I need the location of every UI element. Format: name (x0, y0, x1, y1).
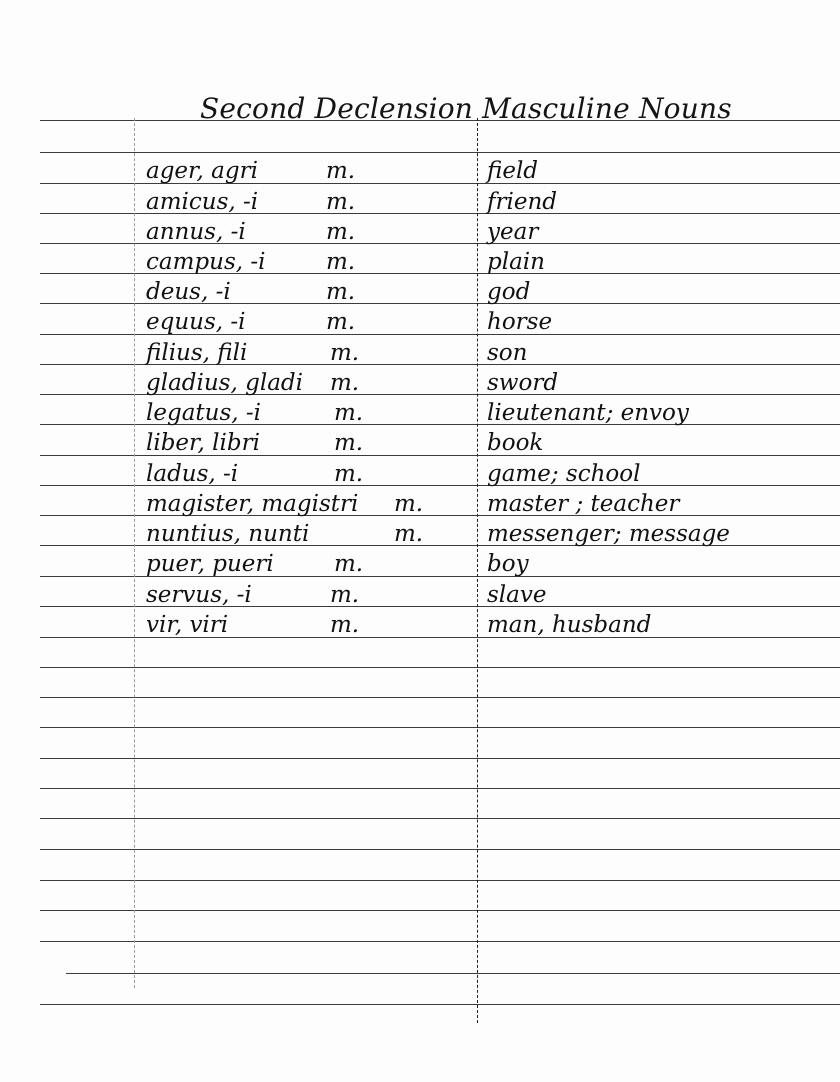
english-meaning: friend (487, 189, 558, 215)
gender-marker: m. (326, 249, 356, 275)
english-meaning: boy (487, 551, 529, 577)
latin-noun: nuntius, nunti (146, 521, 310, 547)
english-meaning: messenger; message (487, 521, 730, 547)
latin-noun: gladius, gladi (146, 370, 303, 396)
ruled-line (40, 758, 840, 759)
ruled-line (40, 941, 840, 942)
english-meaning: year (487, 219, 539, 245)
ruled-line (40, 152, 840, 153)
english-meaning: plain (487, 249, 545, 275)
latin-noun: campus, -i (146, 249, 266, 275)
gender-marker: m. (334, 430, 364, 456)
english-meaning: book (487, 430, 544, 456)
english-meaning: game; school (487, 461, 641, 487)
english-meaning: lieutenant; envoy (487, 400, 689, 426)
margin-line (134, 118, 135, 988)
latin-noun: deus, -i (146, 279, 231, 305)
page-title: Second Declension Masculine Nouns (200, 92, 732, 125)
english-meaning: horse (487, 309, 553, 335)
latin-noun: annus, -i (146, 219, 246, 245)
english-meaning: god (487, 279, 531, 305)
gender-marker: m. (326, 279, 356, 305)
ruled-line (40, 667, 840, 668)
latin-noun: amicus, -i (146, 189, 259, 215)
ruled-line (40, 727, 840, 728)
latin-noun: puer, pueri (146, 551, 274, 577)
latin-noun: equus, -i (146, 309, 246, 335)
latin-noun: liber, libri (146, 430, 260, 456)
english-meaning: sword (487, 370, 559, 396)
gender-marker: m. (334, 461, 364, 487)
ruled-line (40, 818, 840, 819)
gender-marker: m. (326, 158, 356, 184)
ruled-line (66, 973, 840, 974)
latin-noun: filius, fili (146, 340, 248, 366)
gender-marker: m. (394, 491, 424, 517)
english-meaning: man, husband (487, 612, 652, 638)
english-meaning: slave (487, 582, 547, 608)
latin-noun: servus, -i (146, 582, 252, 608)
ruled-line (40, 849, 840, 850)
gender-marker: m. (334, 400, 364, 426)
latin-noun: vir, viri (146, 612, 229, 638)
latin-noun: ladus, -i (146, 461, 239, 487)
gender-marker: m. (330, 340, 360, 366)
ruled-line (40, 880, 840, 881)
column-divider (477, 118, 478, 1023)
gender-marker: m. (330, 612, 360, 638)
ruled-line (40, 788, 840, 789)
latin-noun: legatus, -i (146, 400, 262, 426)
english-meaning: field (487, 158, 539, 184)
ruled-line (40, 910, 840, 911)
gender-marker: m. (394, 521, 424, 547)
latin-noun: ager, agri (146, 158, 258, 184)
gender-marker: m. (330, 370, 360, 396)
gender-marker: m. (334, 551, 364, 577)
english-meaning: son (487, 340, 528, 366)
gender-marker: m. (330, 582, 360, 608)
ruled-line (40, 697, 840, 698)
ruled-line (40, 1004, 840, 1005)
english-meaning: master ; teacher (487, 491, 680, 517)
gender-marker: m. (326, 189, 356, 215)
gender-marker: m. (326, 219, 356, 245)
gender-marker: m. (326, 309, 356, 335)
latin-noun: magister, magistri (146, 491, 359, 517)
